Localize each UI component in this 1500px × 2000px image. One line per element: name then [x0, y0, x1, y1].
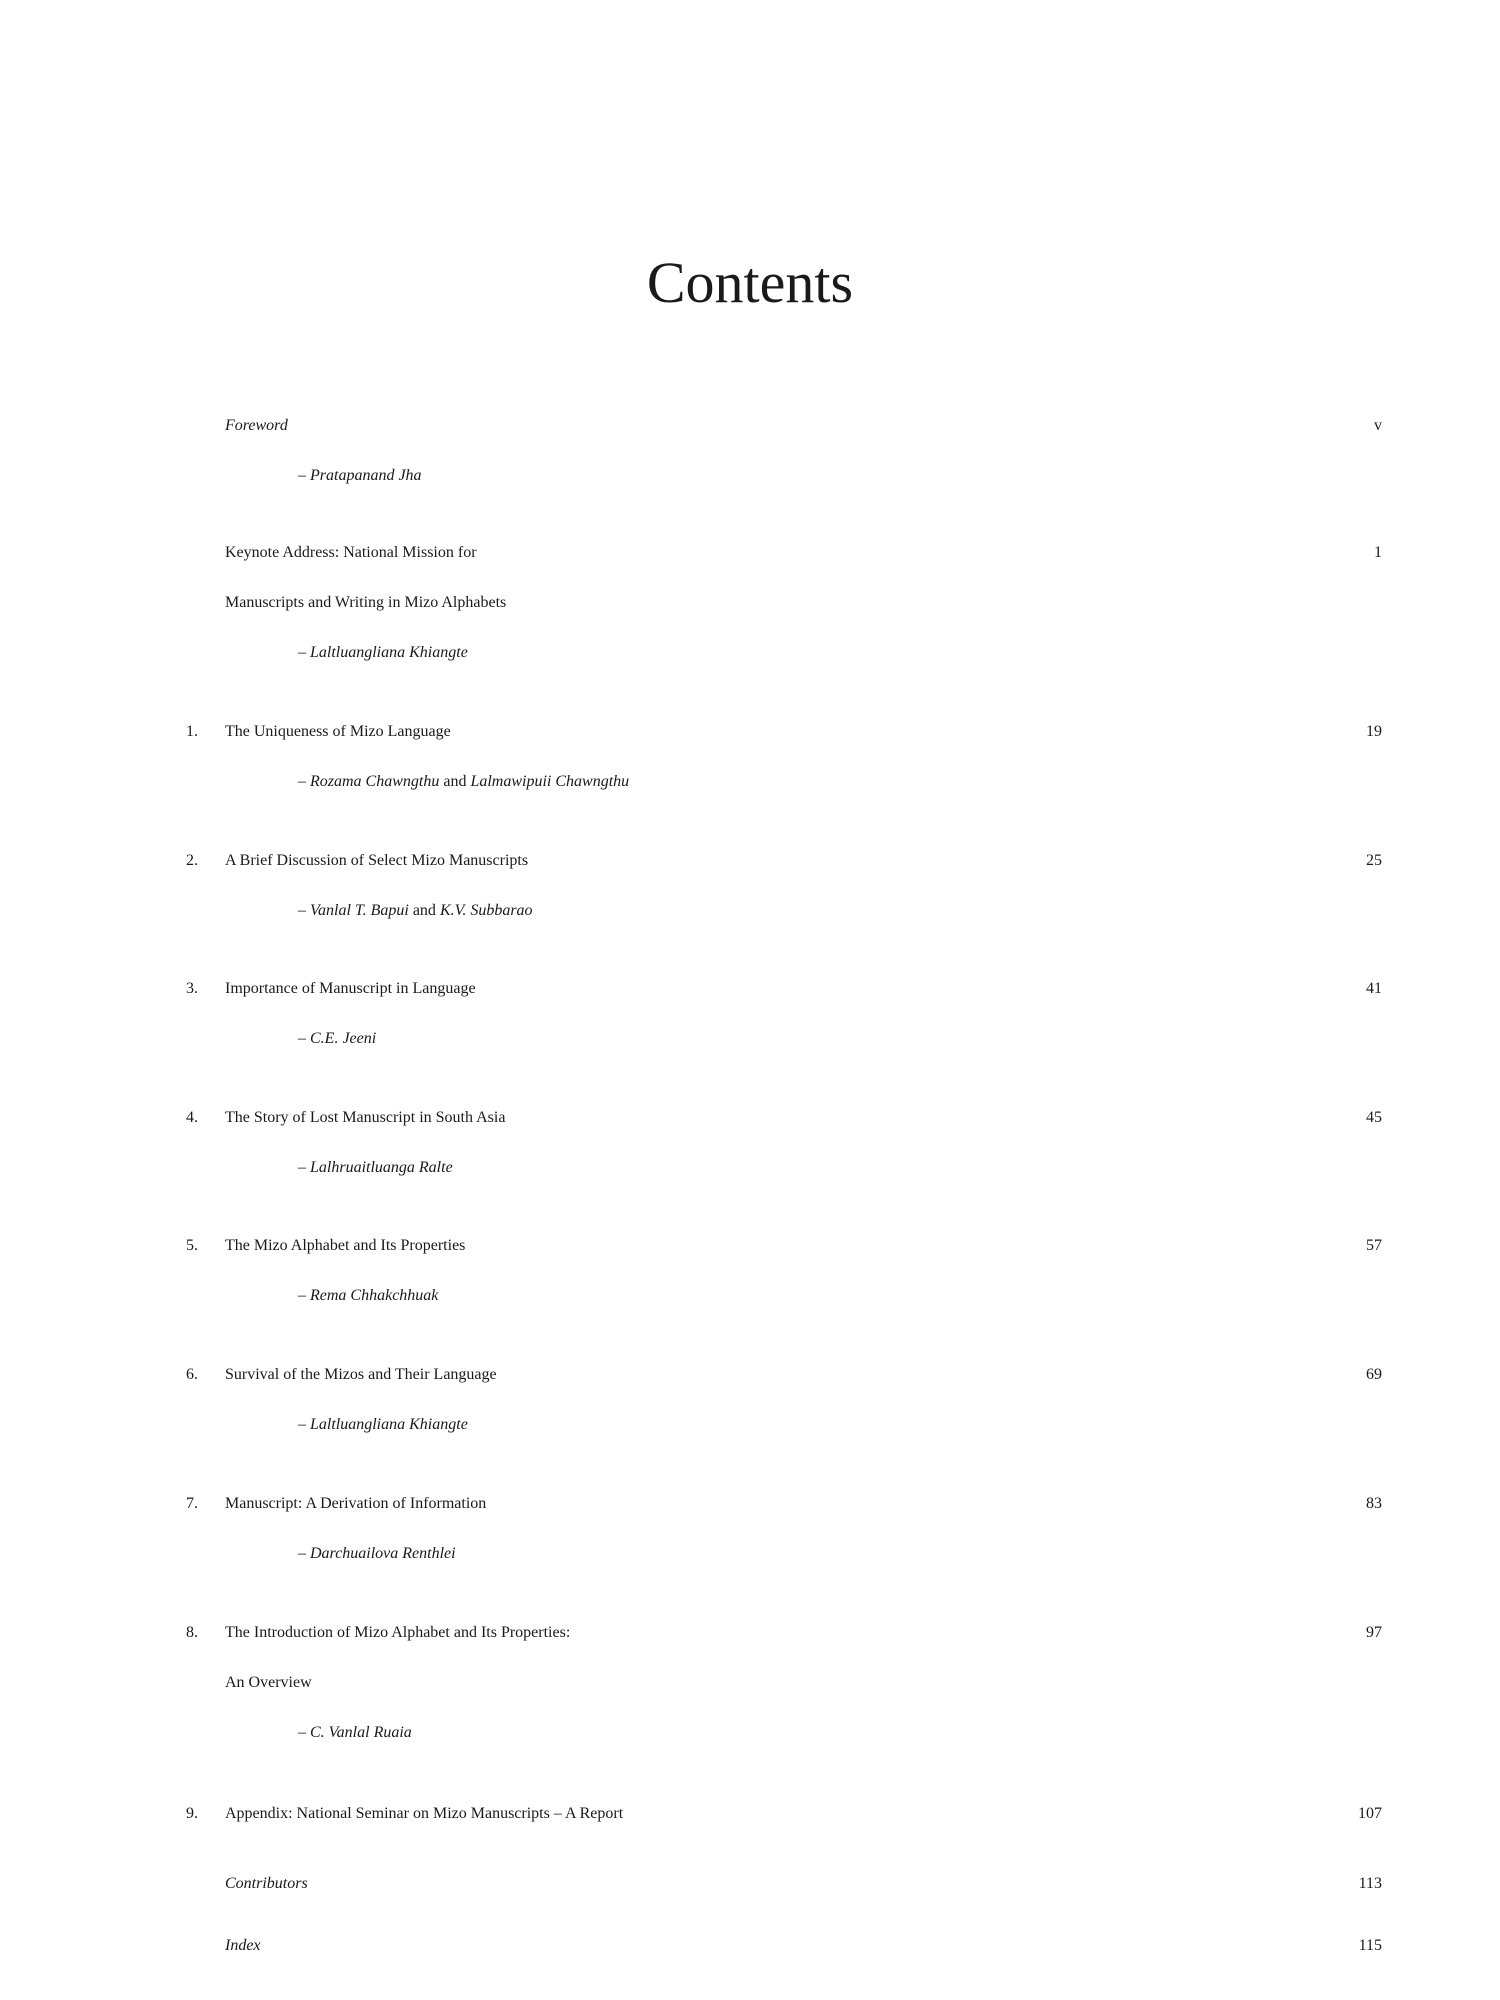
entry-page-number: 19	[1366, 723, 1382, 740]
entry-number: 8.	[186, 1624, 198, 1641]
entry-title: The Uniqueness of Mizo Language	[225, 723, 451, 740]
entry-author: – Darchuailova Renthlei	[298, 1545, 456, 1562]
entry-number: 3.	[186, 980, 198, 997]
entry-page-number: 57	[1366, 1237, 1382, 1254]
entry-title: A Brief Discussion of Select Mizo Manuscripts	[225, 852, 529, 869]
entry-page-number: 25	[1366, 852, 1382, 869]
entry-page-number: 115	[1358, 1937, 1382, 1954]
entry-title: Contributors	[225, 1875, 308, 1892]
entry-title: Index	[225, 1937, 261, 1954]
entry-title: Foreword	[225, 417, 288, 434]
entry-author: – Rema Chhakchhuak	[298, 1287, 439, 1304]
entry-author: – Pratapanand Jha	[298, 467, 422, 484]
entry-page-number: 107	[1358, 1805, 1382, 1822]
entry-page-number: 97	[1366, 1624, 1382, 1641]
entry-title-line-2: An Overview	[225, 1674, 312, 1691]
entry-number: 9.	[186, 1805, 198, 1822]
entry-title-line-1: Keynote Address: National Mission for	[225, 544, 477, 561]
entry-author: – C.E. Jeeni	[298, 1030, 377, 1047]
entry-number: 5.	[186, 1237, 198, 1254]
entry-page-number: 41	[1366, 980, 1382, 997]
entry-author: – Lalhruaitluanga Ralte	[298, 1159, 453, 1176]
entry-author: – Laltluangliana Khiangte	[298, 1416, 468, 1433]
entry-author: – Vanlal T. Bapui and K.V. Subbarao	[298, 902, 533, 919]
entry-author: – Rozama Chawngthu and Lalmawipuii Chawngthu	[298, 773, 630, 790]
entry-page-number: 83	[1366, 1495, 1382, 1512]
entry-title: The Mizo Alphabet and Its Properties	[225, 1237, 466, 1254]
entry-title: Appendix: National Seminar on Mizo Manuscripts – A Report	[225, 1805, 624, 1822]
entry-page-number: 113	[1358, 1875, 1382, 1892]
entry-author: – Laltluangliana Khiangte	[298, 644, 468, 661]
entry-number: 4.	[186, 1109, 198, 1126]
entry-title: Survival of the Mizos and Their Language	[225, 1366, 497, 1383]
entry-page-number: 45	[1366, 1109, 1382, 1126]
entry-number: 1.	[186, 723, 198, 740]
entry-author: – C. Vanlal Ruaia	[298, 1724, 412, 1741]
page-title: Contents	[646, 250, 854, 315]
entry-page-number: v	[1374, 417, 1382, 434]
entry-number: 7.	[186, 1495, 198, 1512]
entry-number: 2.	[186, 852, 198, 869]
entry-title-line-1: The Introduction of Mizo Alphabet and Its Properties:	[225, 1624, 571, 1641]
entry-title: The Story of Lost Manuscript in South Asia	[225, 1109, 506, 1126]
entry-page-number: 1	[1374, 544, 1382, 561]
entry-title: Importance of Manuscript in Language	[225, 980, 476, 997]
entry-title: Manuscript: A Derivation of Information	[225, 1495, 487, 1512]
entry-title-line-2: Manuscripts and Writing in Mizo Alphabets	[225, 594, 507, 611]
entry-page-number: 69	[1366, 1366, 1382, 1383]
entry-number: 6.	[186, 1366, 198, 1383]
